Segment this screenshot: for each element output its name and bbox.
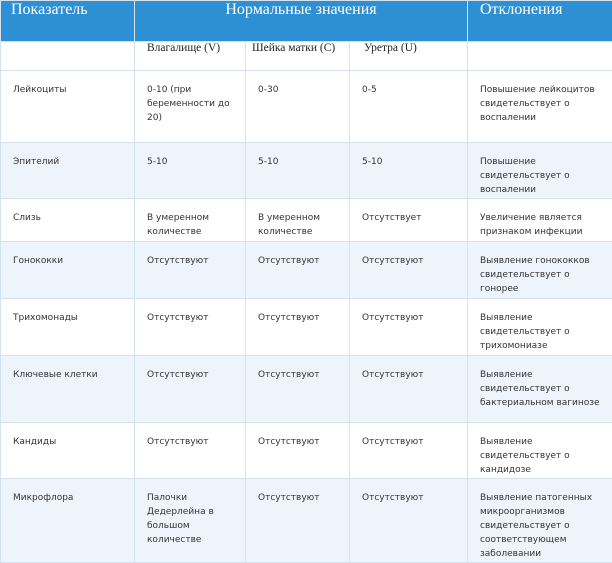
- table-row: [1, 71, 612, 143]
- cell-indicator: Слизь: [1, 199, 135, 242]
- cell-indicator: Гонококки: [1, 242, 135, 299]
- cell-deviation: Выявление патогенных микроорганизмов свидетельствует о соответствующем заболевании: [468, 479, 612, 563]
- subheader-urethra: Уретра (U): [350, 42, 468, 71]
- cell-deviation: Повышение свидетельствует о воспалении: [468, 143, 612, 199]
- table-row: [1, 356, 612, 423]
- cell-vagina: Палочки Дедерлейна в большом количестве: [135, 479, 246, 563]
- cell-cervix: 5-10: [246, 143, 350, 199]
- cell-urethra: 0-5: [350, 71, 468, 143]
- cell-cervix: В умеренном количестве: [246, 199, 350, 242]
- subheader-row: [1, 42, 612, 71]
- cell-cervix: Отсутствуют: [246, 242, 350, 299]
- table-row: [1, 143, 612, 199]
- table-row: [1, 423, 612, 479]
- cell-cervix: Отсутствуют: [246, 423, 350, 479]
- subheader-empty: [468, 42, 612, 71]
- cell-cervix: Отсутствуют: [246, 479, 350, 563]
- cell-urethra: Отсутствуют: [350, 479, 468, 563]
- table-row: [1, 199, 612, 242]
- header-deviations: Отклонения: [468, 1, 612, 42]
- header-indicator: Показатель: [1, 1, 135, 42]
- subheader-empty: [1, 42, 135, 71]
- cell-indicator: Кандиды: [1, 423, 135, 479]
- cell-deviation: Выявление свидетельствует о кандидозе: [468, 423, 612, 479]
- cell-cervix: Отсутствуют: [246, 299, 350, 356]
- cell-vagina: 0-10 (при беременности до 20): [135, 71, 246, 143]
- cell-urethra: Отсутствуют: [350, 299, 468, 356]
- cell-urethra: Отсутствуют: [350, 242, 468, 299]
- cell-vagina: 5-10: [135, 143, 246, 199]
- cell-vagina: Отсутствуют: [135, 423, 246, 479]
- cell-vagina: Отсутствуют: [135, 242, 246, 299]
- header-normal-values: Нормальные значения: [135, 1, 468, 42]
- cell-deviation: Выявление гонококков свидетельствует о гонорее: [468, 242, 612, 299]
- cell-indicator: Трихомонады: [1, 299, 135, 356]
- cell-indicator: Лейкоциты: [1, 71, 135, 143]
- table-row: [1, 299, 612, 356]
- table-row: [1, 479, 612, 563]
- cell-deviation: Выявление свидетельствует о бактериальном вагинозе: [468, 356, 612, 423]
- header-row: [1, 1, 612, 42]
- cell-cervix: 0-30: [246, 71, 350, 143]
- cell-urethra: Отсутствуют: [350, 423, 468, 479]
- cell-indicator: Эпителий: [1, 143, 135, 199]
- cell-indicator: Ключевые клетки: [1, 356, 135, 423]
- cell-vagina: Отсутствуют: [135, 356, 246, 423]
- subheader-cervix: Шейка матки (C): [246, 42, 350, 71]
- cell-urethra: Отсутствуют: [350, 356, 468, 423]
- cell-urethra: 5-10: [350, 143, 468, 199]
- cell-deviation: Повышение лейкоцитов свидетельствует о воспалении: [468, 71, 612, 143]
- table-row: [1, 242, 612, 299]
- cell-vagina: В умеренном количестве: [135, 199, 246, 242]
- cell-deviation: Выявление свидетельствует о трихомониазе: [468, 299, 612, 356]
- subheader-vagina: Влагалище (V): [135, 42, 246, 71]
- cell-urethra: Отсутствует: [350, 199, 468, 242]
- cell-cervix: Отсутствуют: [246, 356, 350, 423]
- cell-indicator: Микрофлора: [1, 479, 135, 563]
- cell-deviation: Увеличение является признаком инфекции: [468, 199, 612, 242]
- cell-vagina: Отсутствуют: [135, 299, 246, 356]
